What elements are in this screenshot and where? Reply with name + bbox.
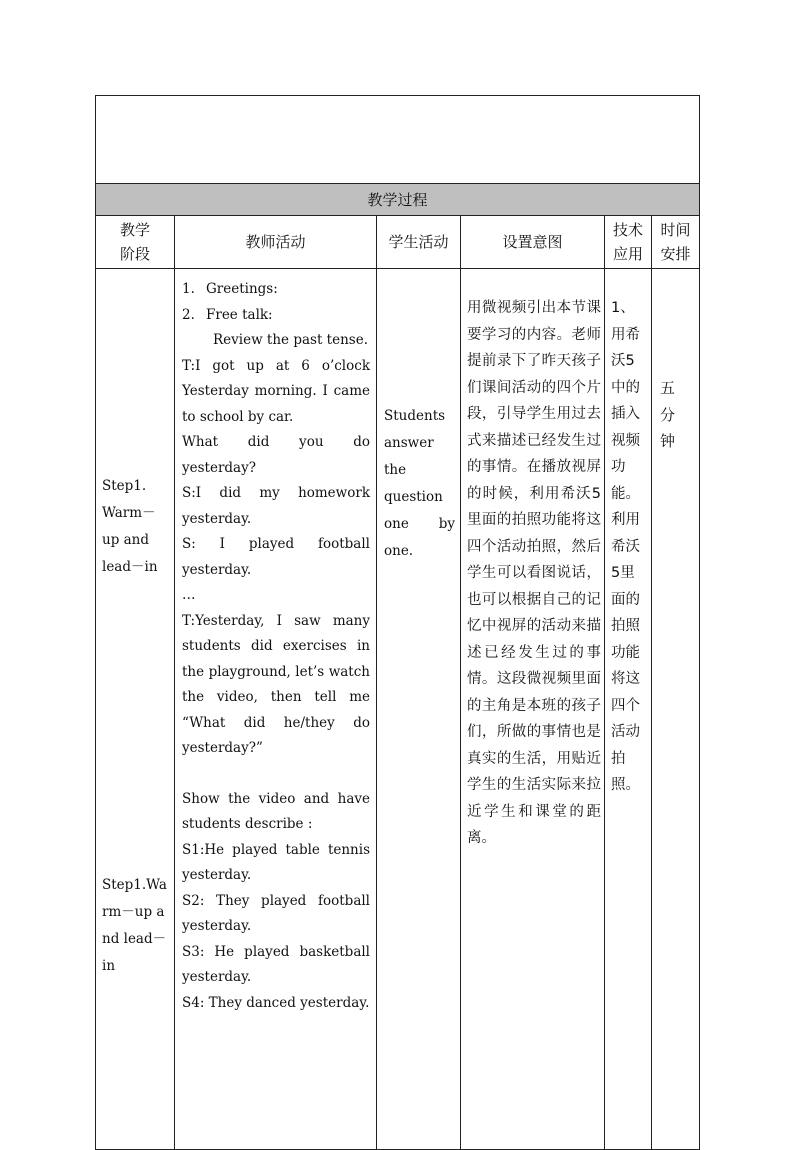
section-title-row [96,184,700,216]
teacher-line: S1:He played table tennis yesterday. [182,841,370,883]
header-row [96,216,700,269]
teacher-line: What did you do yesterday? [182,434,370,476]
teacher-line: Show the video and have students describe : [182,790,370,832]
item-text: Free talk: [206,306,273,323]
step1-row [96,269,700,1150]
section-title: 教学过程 [96,184,700,216]
teacher-line: S4: They danced yesterday. [182,994,370,1011]
spacer [182,762,370,787]
student-activity-cell: Students answer the question one by one. [377,269,461,1150]
teacher-line: Review the past tense. [213,332,368,348]
blank-cell [96,96,700,184]
header-student: 学生活动 [377,216,461,269]
teacher-line: T:Yesterday, I saw many students did exercises in the playground, let’s watch the video, then tell me “What did he/they do yesterday?” [182,612,370,756]
teacher-item-1 [182,277,370,303]
stage-cell [96,269,175,1150]
header-stage-label: 教学阶段 [119,221,150,263]
design-intent-cell: 用微视频引出本节课要学习的内容。老师提前录下了昨天孩子们课间活动的四个片段，引导学生用过去式来描述已经发生过的事情。在播放视屏的时候，利用希沃5里面的拍照功能将这四个活动拍照，然后学生可以看图说话，也可以根据自己的记忆中视屏的活动来描述已经发生过的事情。这段微视频里面的主角是本班的孩子们，所做的事情也是真实的生活，用贴近学生的生活实际来拉近学生和课堂的距离。 [461,269,605,1150]
stage-label-first: Step1. Warm－up and lead－in [102,478,158,575]
header-teacher: 教师活动 [175,216,377,269]
item-number: 1. [182,281,195,297]
header-time [652,216,700,269]
teacher-line: T:I got up at 6 o’clock Yesterday morning. I came to school by car. [182,357,370,425]
teacher-item-2 [182,303,370,329]
header-tech [605,216,652,269]
teacher-line: S: I played football yesterday. [182,536,370,578]
header-stage [96,216,175,269]
teacher-line: S3: He played basketball yesterday. [182,943,370,985]
item-number: 2. [182,306,195,323]
time-text: 五分钟 [660,379,676,450]
teacher-line: S2: They played football yesterday. [182,892,370,934]
item-text: Greetings: [206,281,278,297]
teacher-line: … [182,587,196,603]
tech-application-cell: 1、用希沃5中的插入视频功能。利用希沃5里面的拍照功能将这四个活动拍照。 [605,269,652,1150]
header-tech-label: 技术应用 [613,221,644,263]
teacher-activity-cell [175,269,377,1150]
teacher-line: S:I did my homework yesterday. [182,485,370,527]
header-time-label: 时间安排 [660,221,691,263]
blank-row [96,96,700,184]
lesson-plan-table [95,95,700,1150]
lesson-plan-sheet [95,95,699,1150]
time-cell [652,269,700,1150]
stage-label-second: Step1.Warm－up and lead－in [102,877,167,974]
header-intent: 设置意图 [461,216,605,269]
